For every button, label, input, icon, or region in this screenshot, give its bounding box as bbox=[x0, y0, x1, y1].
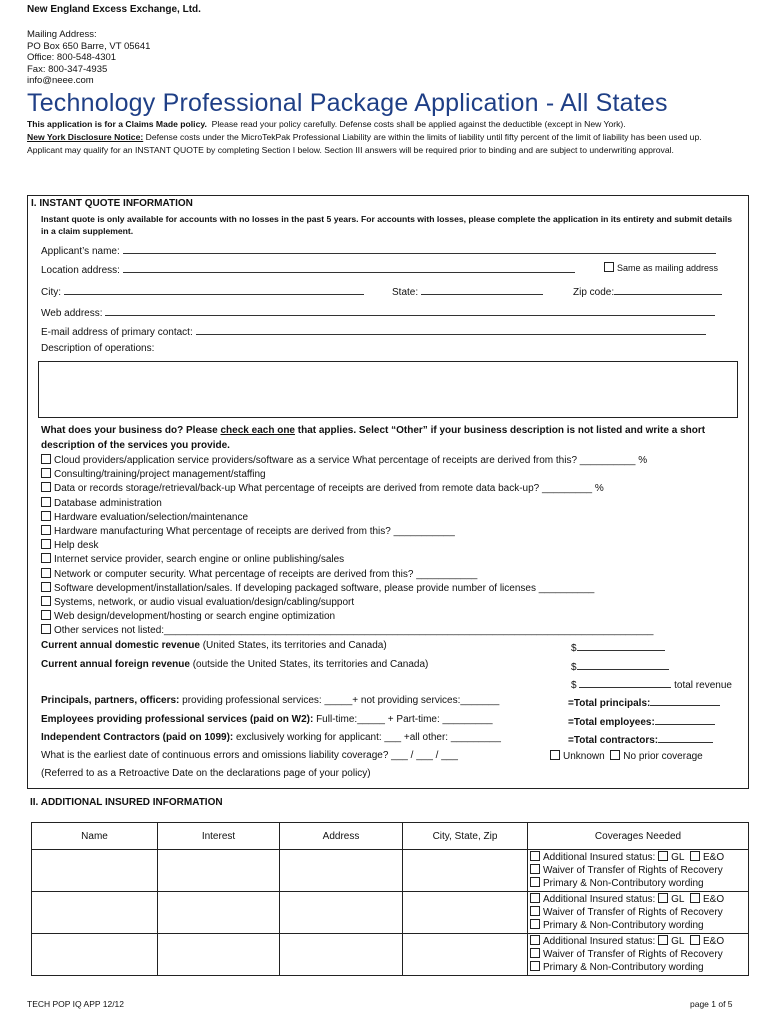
page-number: page 1 of 5 bbox=[690, 999, 733, 1009]
no-prior-coverage-checkbox[interactable] bbox=[610, 750, 620, 760]
address-cell[interactable] bbox=[280, 892, 403, 934]
checklist-item bbox=[41, 497, 726, 511]
section-instant-quote bbox=[27, 195, 749, 789]
gl-checkbox[interactable] bbox=[658, 893, 668, 903]
checkbox[interactable] bbox=[41, 454, 51, 464]
principals-row: Principals, partners, officers: providing professional services: _____+ not providing services:_______ bbox=[41, 695, 500, 706]
mailing-address-block bbox=[27, 29, 150, 87]
mailing-label: Mailing Address: bbox=[27, 29, 97, 40]
checklist-label: Hardware evaluation/selection/maintenance bbox=[54, 511, 249, 523]
city-row bbox=[41, 284, 364, 298]
checkbox[interactable] bbox=[41, 525, 51, 535]
primary-label: Primary & Non-Contributory wording bbox=[543, 878, 704, 889]
form-code: TECH POP IQ APP 12/12 bbox=[27, 999, 125, 1009]
zip-row bbox=[573, 284, 722, 298]
table-row bbox=[32, 934, 749, 976]
contractors-row: Independent Contractors (paid on 1099): exclusively working for applicant: ___ +all other: _________ bbox=[41, 732, 501, 743]
po-box: PO Box 650 Barre, VT 05641 bbox=[27, 40, 151, 52]
checklist-item bbox=[41, 539, 726, 553]
column-header-coverages: Coverages Needed bbox=[528, 823, 749, 850]
city-state-zip-cell[interactable] bbox=[403, 892, 528, 934]
waiver-label: Waiver of Transfer of Rights of Recovery bbox=[543, 949, 723, 960]
checklist-label: Web design/development/hosting or search engine optimization bbox=[54, 611, 336, 623]
checklist-item bbox=[41, 525, 726, 539]
domestic-revenue-field: $ bbox=[571, 640, 665, 654]
checklist-item bbox=[41, 454, 726, 468]
city-state-zip-cell[interactable] bbox=[403, 934, 528, 976]
applicant-name-input[interactable] bbox=[123, 243, 716, 254]
total-revenue-field: $ total revenue bbox=[571, 677, 732, 691]
business-question-b: that applies. Select “Other” if your business description is not listed and write a short description of the services you provide. bbox=[41, 425, 706, 451]
column-header-city-state-zip: City, State, Zip bbox=[403, 823, 528, 850]
ny-disclosure-text: Defense costs under the MicroTekPak Professional Liability are within the limits of liability until fifty percent of the limit of liability has been used up. bbox=[145, 132, 702, 142]
address-cell[interactable] bbox=[280, 934, 403, 976]
checkbox[interactable] bbox=[41, 511, 51, 521]
checkbox[interactable] bbox=[41, 596, 51, 606]
checkbox[interactable] bbox=[41, 468, 51, 478]
primary-checkbox[interactable] bbox=[530, 919, 540, 929]
checkbox[interactable] bbox=[41, 568, 51, 578]
checklist-label: Software development/installation/sales. If developing packaged software, please provide number of licenses __________ bbox=[54, 582, 595, 594]
section1-heading: I. INSTANT QUOTE INFORMATION bbox=[31, 198, 193, 209]
checklist-label: Internet service provider, search engine or online publishing/sales bbox=[54, 554, 345, 566]
city-state-zip-cell[interactable] bbox=[403, 850, 528, 892]
fax-number: Fax: 800-347-4935 bbox=[27, 63, 108, 75]
checklist-item bbox=[41, 624, 726, 638]
gl-checkbox[interactable] bbox=[658, 851, 668, 861]
gl-label: GL bbox=[671, 852, 685, 863]
business-checklist bbox=[41, 454, 726, 639]
coverages-cell bbox=[528, 892, 749, 934]
total-revenue-label: total revenue bbox=[674, 680, 732, 691]
location-address-row bbox=[41, 262, 575, 276]
domestic-revenue-label: Current annual domestic revenue (United States, its territories and Canada) bbox=[41, 640, 387, 651]
city-label: City: bbox=[41, 287, 61, 298]
checkbox[interactable] bbox=[41, 553, 51, 563]
foreign-revenue-field: $ bbox=[571, 659, 669, 673]
location-address-label: Location address: bbox=[41, 265, 120, 276]
total-contractors-field: =Total contractors: bbox=[568, 732, 713, 746]
waiver-checkbox[interactable] bbox=[530, 948, 540, 958]
email-contact-label: E-mail address of primary contact: bbox=[41, 327, 193, 338]
foreign-revenue-input[interactable] bbox=[577, 659, 669, 670]
checklist-label: Other services not listed:________________________________________________________________________________________ bbox=[54, 625, 654, 637]
unknown-checkbox[interactable] bbox=[550, 750, 560, 760]
checklist-label: Consulting/training/project management/staffing bbox=[54, 469, 266, 481]
checklist-label: Cloud providers/application service providers/software as a service What percentage of receipts are derived from this? __________ % bbox=[54, 455, 648, 466]
applicant-name-label: Applicant’s name: bbox=[41, 246, 120, 257]
same-as-mailing-checkbox[interactable] bbox=[604, 262, 614, 272]
total-principals-field: =Total principals: bbox=[568, 695, 720, 709]
additional-insured-table bbox=[31, 822, 749, 976]
total-revenue-input[interactable] bbox=[579, 677, 671, 688]
business-question-underline: check each one bbox=[220, 425, 295, 436]
column-header-interest: Interest bbox=[158, 823, 280, 850]
state-input[interactable] bbox=[421, 284, 543, 295]
foreign-revenue-label: Current annual foreign revenue (outside the United States, its territories and Canada) bbox=[41, 659, 429, 670]
checklist-item bbox=[41, 511, 726, 525]
name-cell[interactable] bbox=[32, 850, 158, 892]
location-address-input[interactable] bbox=[123, 262, 575, 273]
total-principals-input[interactable] bbox=[650, 695, 720, 706]
coverages-cell bbox=[528, 934, 749, 976]
waiver-label: Waiver of Transfer of Rights of Recovery bbox=[543, 907, 723, 918]
applicant-name-row bbox=[41, 243, 716, 257]
name-cell[interactable] bbox=[32, 934, 158, 976]
status-label: Additional Insured status: bbox=[543, 852, 656, 863]
company-name: New England Excess Exchange, Ltd. bbox=[27, 4, 201, 15]
checklist-label: Hardware manufacturing What percentage of receipts are derived from this? ___________ bbox=[54, 526, 455, 538]
table-row bbox=[32, 892, 749, 934]
claims-made-notice: This application is for a Claims Made policy. bbox=[27, 119, 207, 129]
retro-options bbox=[550, 750, 703, 762]
checklist-label: Database administration bbox=[54, 497, 162, 509]
interest-cell[interactable] bbox=[158, 892, 280, 934]
column-header-name: Name bbox=[32, 823, 158, 850]
same-as-mailing-label: Same as mailing address bbox=[617, 263, 719, 273]
additional-insured-checkbox[interactable] bbox=[530, 893, 540, 903]
total-employees-field: =Total employees: bbox=[568, 714, 715, 728]
checklist-label: Help desk bbox=[54, 540, 99, 552]
total-contractors-input[interactable] bbox=[658, 732, 713, 743]
description-label: Description of operations: bbox=[41, 343, 155, 354]
instant-quote-note: Instant quote is only available for accounts with no losses in the past 5 years. For accounts with losses, please complete the application in its entirety and submit details in a claim supplement. bbox=[41, 214, 733, 236]
total-employees-input[interactable] bbox=[655, 714, 715, 725]
gl-checkbox[interactable] bbox=[658, 935, 668, 945]
email-contact-input[interactable] bbox=[196, 324, 706, 335]
waiver-checkbox[interactable] bbox=[530, 864, 540, 874]
business-question-a: What does your business do? Please bbox=[41, 425, 221, 436]
checklist-item bbox=[41, 582, 726, 596]
name-cell[interactable] bbox=[32, 892, 158, 934]
checklist-item bbox=[41, 610, 726, 624]
eo-label: E&O bbox=[702, 894, 725, 905]
checkbox[interactable] bbox=[41, 624, 51, 634]
interest-cell[interactable] bbox=[158, 850, 280, 892]
zip-label: Zip code: bbox=[573, 287, 615, 298]
eo-checkbox[interactable] bbox=[690, 935, 700, 945]
primary-checkbox[interactable] bbox=[530, 877, 540, 887]
state-label: State: bbox=[392, 287, 419, 298]
eo-checkbox[interactable] bbox=[690, 893, 700, 903]
coverages-cell bbox=[528, 850, 749, 892]
gl-label: GL bbox=[671, 936, 685, 947]
claims-made-detail: Please read your policy carefully. Defense costs shall be applied against the deductible (except in New York). bbox=[211, 119, 626, 129]
email-contact-row bbox=[41, 324, 706, 338]
web-address-input[interactable] bbox=[105, 305, 715, 316]
unknown-label: Unknown bbox=[563, 751, 605, 762]
checklist-item bbox=[41, 596, 726, 610]
waiver-label: Waiver of Transfer of Rights of Recovery bbox=[543, 865, 723, 876]
checklist-item bbox=[41, 553, 726, 567]
status-label: Additional Insured status: bbox=[543, 936, 656, 947]
column-header-address: Address bbox=[280, 823, 403, 850]
business-question bbox=[41, 423, 741, 453]
retro-date-note: (Referred to as a Retroactive Date on the declarations page of your policy) bbox=[41, 768, 371, 779]
checklist-label: Systems, network, or audio visual evaluation/design/cabling/support bbox=[54, 597, 355, 609]
checklist-item bbox=[41, 482, 726, 496]
zip-input[interactable] bbox=[614, 284, 722, 295]
gl-label: GL bbox=[671, 894, 685, 905]
office-phone: Office: 800-548-4301 bbox=[27, 52, 117, 64]
web-address-label: Web address: bbox=[41, 308, 103, 319]
no-prior-coverage-label: No prior coverage bbox=[623, 751, 703, 762]
eo-label: E&O bbox=[702, 936, 725, 947]
interest-cell[interactable] bbox=[158, 934, 280, 976]
checkbox[interactable] bbox=[41, 497, 51, 507]
ny-disclosure-label: New York Disclosure Notice: bbox=[27, 132, 144, 142]
eo-label: E&O bbox=[702, 852, 725, 863]
primary-checkbox[interactable] bbox=[530, 961, 540, 971]
additional-insured-checkbox[interactable] bbox=[530, 851, 540, 861]
web-address-row bbox=[41, 305, 715, 319]
instant-quote-text: Applicant may qualify for an INSTANT QUOTE by completing Section I below. Section III answers will be required prior to binding and are subject to underwriting approval. bbox=[27, 145, 674, 155]
checkbox[interactable] bbox=[41, 582, 51, 592]
checklist-item bbox=[41, 468, 726, 482]
primary-label: Primary & Non-Contributory wording bbox=[543, 962, 704, 973]
table-header-row bbox=[32, 823, 749, 850]
email-address: info@neee.com bbox=[27, 75, 94, 87]
address-cell[interactable] bbox=[280, 850, 403, 892]
checklist-item bbox=[41, 568, 726, 582]
checklist-label: Data or records storage/retrieval/back-up What percentage of receipts are derived from remote data back-up? _________ % bbox=[54, 483, 604, 495]
status-label: Additional Insured status: bbox=[543, 894, 656, 905]
description-input[interactable] bbox=[38, 361, 738, 418]
state-row bbox=[392, 284, 543, 298]
table-row bbox=[32, 850, 749, 892]
page-title: Technology Professional Package Application - All States bbox=[27, 89, 668, 117]
section2-heading: II. ADDITIONAL INSURED INFORMATION bbox=[30, 797, 223, 808]
employees-row: Employees providing professional services (paid on W2): Full-time:_____ + Part-time: _________ bbox=[41, 714, 493, 725]
primary-label: Primary & Non-Contributory wording bbox=[543, 920, 704, 931]
checkbox[interactable] bbox=[41, 610, 51, 620]
retro-date-question: What is the earliest date of continuous errors and omissions liability coverage? ___ / ___ / ___ bbox=[41, 750, 458, 761]
domestic-revenue-input[interactable] bbox=[577, 640, 665, 651]
waiver-checkbox[interactable] bbox=[530, 906, 540, 916]
checklist-label: Network or computer security. What percentage of receipts are derived from this? ___________ bbox=[54, 568, 478, 580]
checkbox[interactable] bbox=[41, 482, 51, 492]
additional-insured-checkbox[interactable] bbox=[530, 935, 540, 945]
same-as-mailing-row bbox=[604, 262, 718, 273]
city-input[interactable] bbox=[64, 284, 364, 295]
intro-text bbox=[27, 118, 749, 157]
eo-checkbox[interactable] bbox=[690, 851, 700, 861]
checkbox[interactable] bbox=[41, 539, 51, 549]
